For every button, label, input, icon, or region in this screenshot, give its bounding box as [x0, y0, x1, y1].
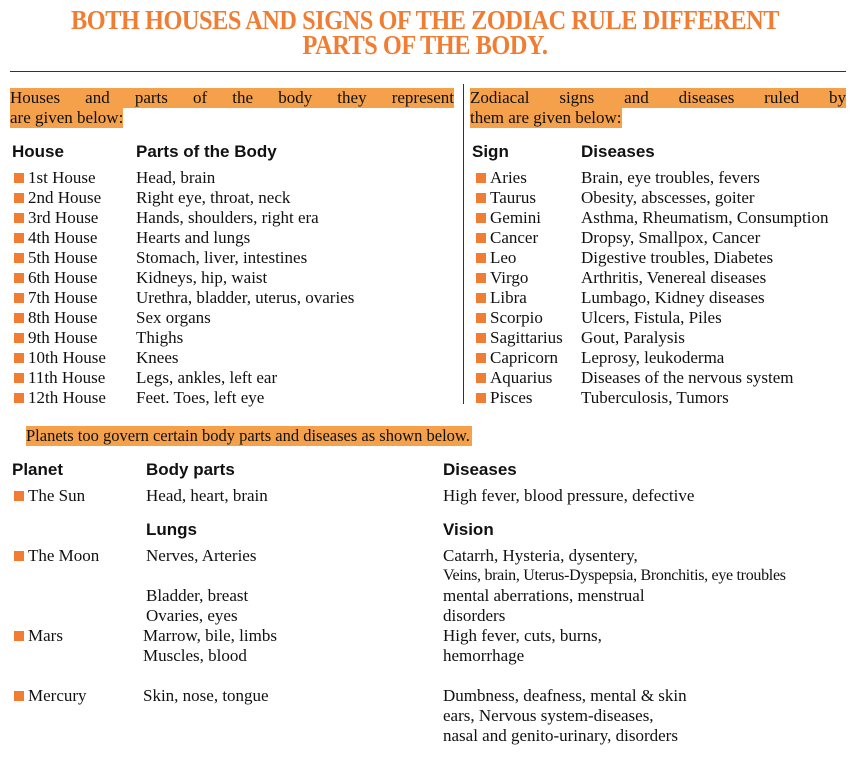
body-parts-column-header: Body parts [146, 460, 235, 479]
mars-diseases-1: High fever, cuts, burns, [443, 626, 602, 645]
lungs-subheading: Lungs [146, 520, 197, 539]
bullet-icon [476, 373, 486, 383]
sign-row [476, 348, 846, 368]
house-name: 2nd House [28, 188, 102, 207]
sign-row [476, 188, 846, 208]
diseases-text: Digestive troubles, Diabetes [581, 248, 774, 267]
bullet-icon [14, 173, 24, 183]
house-name: 8th House [28, 308, 98, 327]
bullet-icon [476, 193, 486, 203]
page-title [43, 5, 808, 60]
sign-row [476, 268, 846, 288]
house-name: 11th House [28, 368, 106, 387]
bullet-icon [14, 393, 24, 403]
sign-row [476, 328, 846, 348]
mars-diseases-2: hemorrhage [443, 646, 525, 665]
house-name: 5th House [28, 248, 98, 267]
bullet-icon [14, 193, 24, 203]
houses-intro-line-2: are given below: [10, 108, 124, 127]
sign-name: Leo [490, 248, 517, 267]
bullet-icon [14, 353, 24, 363]
diseases-text: Tuberculosis, Tumors [581, 388, 729, 407]
moon-body-parts-3: Bladder, breast [146, 586, 249, 605]
sign-name: Gemini [490, 208, 541, 227]
house-name: 4th House [28, 228, 98, 247]
top-divider [10, 71, 846, 72]
signs-intro-line-2: them are given below: [470, 108, 622, 127]
planets-intro: Planets too govern certain body parts and diseases as shown below. [26, 426, 470, 445]
house-row [14, 268, 454, 288]
sign-name: Aries [490, 168, 527, 187]
planet-name-moon: The Moon [28, 546, 100, 565]
sun-body-parts: Head, heart, brain [146, 486, 268, 505]
parts-text: Hands, shoulders, right era [136, 208, 319, 227]
house-row [14, 308, 454, 328]
parts-text: Feet. Toes, left eye [136, 388, 265, 407]
bullet-icon [476, 333, 486, 343]
sign-row [476, 288, 846, 308]
parts-text: Hearts and lungs [136, 228, 251, 247]
sign-row [476, 208, 846, 228]
mars-body-parts-1: Marrow, bile, limbs [143, 626, 277, 645]
sign-name: Taurus [490, 188, 537, 207]
diseases-text: Gout, Paralysis [581, 328, 685, 347]
title-line-1: BOTH HOUSES AND SIGNS OF THE ZODIAC RULE DIFFERENT [70, 5, 780, 35]
bullet-icon [14, 551, 24, 561]
house-row [14, 388, 454, 408]
house-row [14, 328, 454, 348]
sign-row [476, 368, 846, 388]
mars-body-parts-2: Muscles, blood [143, 646, 247, 665]
house-row [14, 208, 454, 228]
sign-row [476, 168, 846, 188]
moon-diseases-2: Veins, brain, Uterus-Dyspepsia, Bronchitis, eye troubles [443, 567, 786, 584]
mercury-diseases-3: nasal and genito-urinary, disorders [443, 726, 678, 745]
bullet-icon [476, 273, 486, 283]
sign-row [476, 248, 846, 268]
houses-list [14, 168, 454, 408]
diseases-column-header: Diseases [581, 142, 655, 161]
bullet-icon [14, 691, 24, 701]
sign-name: Pisces [490, 388, 533, 407]
sign-name: Virgo [490, 268, 529, 287]
bullet-icon [476, 393, 486, 403]
sign-row [476, 388, 846, 408]
bullet-icon [476, 353, 486, 363]
bullet-icon [476, 213, 486, 223]
bullet-icon [14, 373, 24, 383]
moon-diseases-1: Catarrh, Hysteria, dysentery, [443, 546, 638, 565]
planet-column-header: Planet [12, 460, 64, 479]
bullet-icon [476, 313, 486, 323]
house-row [14, 168, 454, 188]
sun-diseases: High fever, blood pressure, defective [443, 486, 695, 505]
sign-row [476, 228, 846, 248]
house-name: 3rd House [28, 208, 99, 227]
bullet-icon [14, 313, 24, 323]
moon-diseases-3: mental aberrations, menstrual [443, 586, 645, 605]
signs-list [476, 168, 846, 408]
bullet-icon [476, 253, 486, 263]
diseases-text: Asthma, Rheumatism, Consumption [581, 208, 829, 227]
diseases-text: Arthritis, Venereal diseases [581, 268, 767, 287]
mercury-diseases-2: ears, Nervous system-diseases, [443, 706, 654, 725]
bullet-icon [14, 333, 24, 343]
sign-name: Sagittarius [490, 328, 563, 347]
mercury-diseases-1: Dumbness, deafness, mental & skin [443, 686, 687, 705]
bullet-icon [476, 233, 486, 243]
mercury-body-parts-1: Skin, nose, tongue [143, 686, 269, 705]
sign-name: Libra [490, 288, 527, 307]
bullet-icon [476, 293, 486, 303]
diseases-text: Brain, eye troubles, fevers [581, 168, 760, 187]
house-name: 6th House [28, 268, 98, 287]
parts-text: Right eye, throat, neck [136, 188, 291, 207]
bullet-icon [14, 233, 24, 243]
parts-text: Kidneys, hip, waist [136, 268, 268, 287]
moon-body-parts-4: Ovaries, eyes [146, 606, 238, 625]
houses-intro-line-1: Houses and parts of the body they represent [10, 88, 454, 107]
parts-text: Urethra, bladder, uterus, ovaries [136, 288, 355, 307]
parts-text: Head, brain [136, 168, 216, 187]
house-row [14, 228, 454, 248]
diseases-text: Ulcers, Fistula, Piles [581, 308, 722, 327]
house-row [14, 368, 454, 388]
sign-row [476, 308, 846, 328]
title-line-2: PARTS OF THE BODY. [302, 30, 548, 60]
bullet-icon [14, 491, 24, 501]
diseases-text: Dropsy, Smallpox, Cancer [581, 228, 761, 247]
vision-subheading: Vision [443, 520, 494, 539]
bullet-icon [476, 173, 486, 183]
diseases-text: Obesity, abscesses, goiter [581, 188, 755, 207]
house-name: 12th House [28, 388, 106, 407]
bullet-icon [14, 631, 24, 641]
house-row [14, 248, 454, 268]
house-name: 9th House [28, 328, 98, 347]
house-name: 7th House [28, 288, 98, 307]
column-divider [463, 84, 464, 404]
bullet-icon [14, 273, 24, 283]
bullet-icon [14, 293, 24, 303]
house-column-header: House [12, 142, 64, 161]
house-name: 10th House [28, 348, 106, 367]
sign-name: Scorpio [490, 308, 543, 327]
planet-name-mars: Mars [28, 626, 63, 645]
house-row [14, 348, 454, 368]
diseases-text: Lumbago, Kidney diseases [581, 288, 765, 307]
house-row [14, 288, 454, 308]
parts-text: Stomach, liver, intestines [136, 248, 308, 267]
sign-name: Capricorn [490, 348, 558, 367]
parts-text: Sex organs [136, 308, 211, 327]
planet-diseases-column-header: Diseases [443, 460, 517, 479]
sign-name: Cancer [490, 228, 539, 247]
sign-column-header: Sign [472, 142, 509, 161]
house-row [14, 188, 454, 208]
parts-text: Thighs [136, 328, 184, 347]
planet-name-sun: The Sun [28, 486, 86, 505]
bullet-icon [14, 213, 24, 223]
parts-column-header: Parts of the Body [136, 142, 277, 161]
moon-diseases-4: disorders [443, 606, 506, 625]
bullet-icon [14, 253, 24, 263]
house-name: 1st House [28, 168, 96, 187]
diseases-text: Leprosy, leukoderma [581, 348, 725, 367]
parts-text: Legs, ankles, left ear [136, 368, 278, 387]
signs-intro-line-1: Zodiacal signs and diseases ruled by [470, 88, 846, 107]
diseases-text: Diseases of the nervous system [581, 368, 794, 387]
planet-name-mercury: Mercury [28, 686, 87, 705]
sign-name: Aquarius [490, 368, 553, 387]
moon-body-parts-1: Nerves, Arteries [146, 546, 257, 565]
parts-text: Knees [136, 348, 179, 367]
